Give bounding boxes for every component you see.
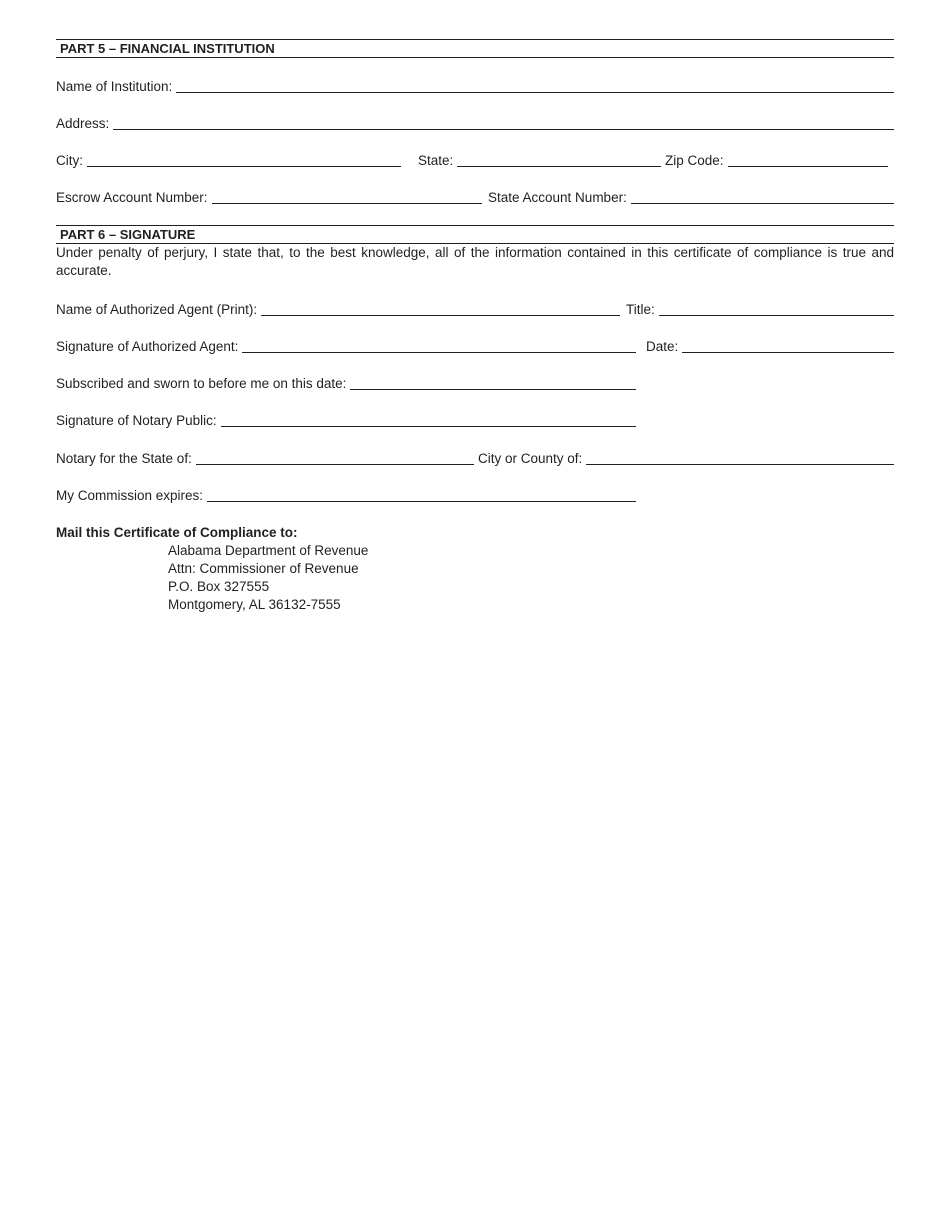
city-input-line[interactable] (87, 153, 401, 167)
mailing-address-line: Attn: Commissioner of Revenue (168, 561, 359, 576)
city-county-input-line[interactable] (586, 451, 894, 465)
state-account-label: State Account Number: (488, 190, 627, 205)
notary-state-label: Notary for the State of: (56, 451, 192, 466)
sworn-row (56, 374, 894, 392)
institution-row (56, 77, 894, 95)
state-input-line[interactable] (457, 153, 661, 167)
part5-title: PART 5 – FINANCIAL INSTITUTION (60, 41, 275, 56)
address-row (56, 114, 894, 132)
sworn-date-label: Subscribed and sworn to before me on this date: (56, 376, 347, 391)
part5-header (56, 39, 894, 58)
institution-input-line[interactable] (176, 79, 894, 93)
commission-label: My Commission expires: (56, 488, 204, 503)
title-input-line[interactable] (659, 302, 894, 316)
state-label: State: (418, 153, 454, 168)
zip-input-line[interactable] (728, 153, 888, 167)
agent-name-label: Name of Authorized Agent (Print): (56, 302, 258, 317)
agent-name-row (56, 300, 894, 318)
sworn-date-input-line[interactable] (350, 376, 636, 390)
city-county-label: City or County of: (478, 451, 583, 466)
zip-label: Zip Code: (665, 153, 724, 168)
part6-header (56, 225, 894, 244)
city-field[interactable] (56, 151, 401, 169)
address-field[interactable] (56, 114, 894, 132)
escrow-account-input-line[interactable] (212, 190, 482, 204)
state-field[interactable] (418, 151, 661, 169)
commission-input-line[interactable] (207, 488, 636, 502)
account-row (56, 188, 894, 206)
notary-signature-input-line[interactable] (221, 413, 636, 427)
mailing-block (56, 524, 368, 614)
agent-signature-label: Signature of Authorized Agent: (56, 339, 239, 354)
mailing-address-line: P.O. Box 327555 (168, 579, 270, 594)
escrow-account-label: Escrow Account Number: (56, 190, 208, 205)
state-account-field[interactable] (488, 188, 894, 206)
agent-signature-input-line[interactable] (242, 339, 636, 353)
date-input-line[interactable] (682, 339, 894, 353)
notary-signature-row (56, 411, 894, 429)
city-label: City: (56, 153, 83, 168)
agent-name-input-line[interactable] (261, 302, 620, 316)
agent-signature-row (56, 337, 894, 355)
title-field[interactable] (626, 300, 894, 318)
address-label: Address: (56, 116, 110, 131)
notary-signature-field[interactable] (56, 411, 636, 429)
zip-field[interactable] (665, 151, 888, 169)
institution-label: Name of Institution: (56, 79, 173, 94)
address-input-line[interactable] (113, 116, 894, 130)
part6-title: PART 6 – SIGNATURE (60, 227, 196, 242)
notary-state-field[interactable] (56, 449, 474, 467)
escrow-account-field[interactable] (56, 188, 482, 206)
date-field[interactable] (646, 337, 894, 355)
commission-row (56, 486, 894, 504)
notary-location-row (56, 449, 894, 467)
mailing-address-line: Alabama Department of Revenue (168, 543, 369, 558)
perjury-statement: Under penalty of perjury, I state that, to the best knowledge, all of the information contained in this certificate of compliance is true and accurate. (56, 245, 894, 278)
institution-field[interactable] (56, 77, 894, 95)
date-label: Date: (646, 339, 679, 354)
sworn-date-field[interactable] (56, 374, 636, 392)
agent-name-field[interactable] (56, 300, 620, 318)
title-label: Title: (626, 302, 655, 317)
state-account-input-line[interactable] (631, 190, 894, 204)
mailing-address-line: Montgomery, AL 36132-7555 (168, 597, 341, 612)
notary-state-input-line[interactable] (196, 451, 474, 465)
agent-signature-field[interactable] (56, 337, 636, 355)
mailing-title: Mail this Certificate of Compliance to: (56, 525, 298, 540)
notary-signature-label: Signature of Notary Public: (56, 413, 217, 428)
city-county-field[interactable] (478, 449, 894, 467)
city-state-zip-row (56, 151, 894, 169)
form-page (56, 0, 894, 1230)
commission-field[interactable] (56, 486, 636, 504)
